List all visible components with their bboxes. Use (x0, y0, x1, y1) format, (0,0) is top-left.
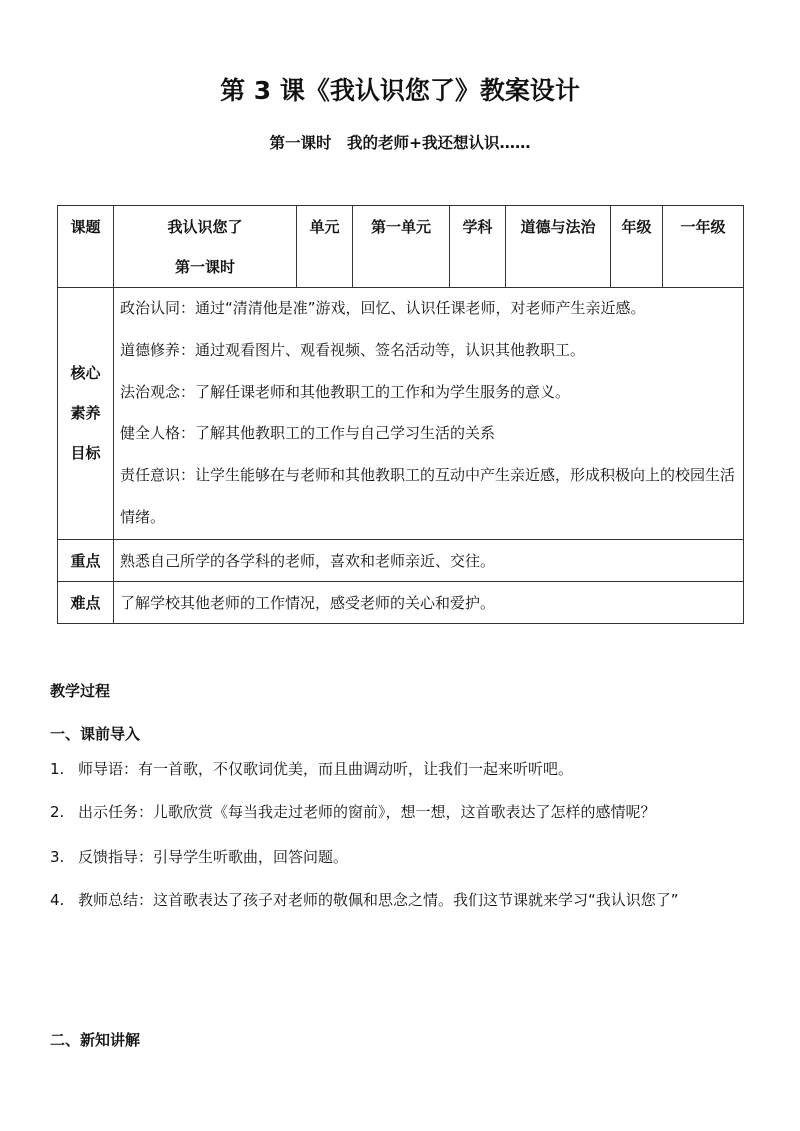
step-number: 4. (50, 891, 65, 909)
difficulty-text: 了解学校其他老师的工作情况，感受老师的关心和爱护。 (114, 581, 744, 623)
lesson-name: 我认识您了 (167, 218, 243, 236)
list-item (50, 836, 750, 879)
step-number: 2. (50, 803, 65, 821)
document-subtitle: 第一课时 我的老师+我还想认识…… (269, 134, 531, 152)
core-goal-item: 责任意识：让学生能够在与老师和其他教职工的互动中产生亲近感，形成积极向上的校园生活情绪。 (120, 466, 736, 526)
process-heading: 教学过程 (50, 682, 111, 700)
key-point-text: 熟悉自己所学的各学科的老师，喜欢和老师亲近、交往。 (114, 539, 744, 581)
lesson-info-table (57, 205, 744, 624)
list-item (50, 791, 750, 834)
list-item (50, 748, 750, 791)
section-2-heading: 二、新知讲解 (50, 1031, 141, 1049)
step-text: 出示任务：儿歌欣赏《每当我走过老师的窗前》，想一想，这首歌表达了怎样的感情呢？ (78, 803, 656, 821)
subject-label: 课题 (70, 218, 101, 236)
unit-value: 第一单元 (370, 218, 431, 236)
grade-value: 一年级 (680, 218, 726, 236)
step-text: 反馈指导：引导学生听歌曲，回答问题。 (78, 848, 349, 866)
lesson-period: 第一课时 (174, 258, 235, 276)
difficulty-row (58, 581, 744, 623)
difficulty-label: 难点 (58, 581, 114, 623)
core-goal-item: 政治认同：通过“清清他是准”游戏，回忆、认识任课老师，对老师产生亲近感。 (120, 299, 646, 317)
core-goal-item: 法治观念：了解任课老师和其他教职工的工作和为学生服务的意义。 (120, 382, 571, 401)
key-point-row (58, 539, 744, 581)
core-goals-content (114, 288, 744, 540)
core-goals-row (58, 288, 744, 540)
discipline-label: 学科 (462, 218, 493, 236)
key-point-label: 重点 (58, 539, 114, 581)
step-number: 3. (50, 848, 65, 866)
core-goals-label: 核心 素养 目标 (58, 288, 114, 540)
discipline-value: 道德与法治 (520, 218, 596, 236)
grade-label: 年级 (621, 218, 652, 236)
list-item (50, 879, 750, 922)
step-text: 教师总结：这首歌表达了孩子对老师的敬佩和思念之情。我们这节课就来学习“我认识您了” (78, 891, 679, 909)
section-1-heading: 一、课前导入 (50, 725, 141, 743)
table-header-row (58, 206, 744, 288)
step-number: 1. (50, 760, 65, 778)
step-text: 师导语：有一首歌，不仅歌词优美，而且曲调动听，让我们一起来听听吧。 (78, 760, 574, 778)
core-goal-item: 道德修养：通过观看图片、观看视频、签名活动等，认识其他教职工。 (120, 340, 586, 359)
core-goal-item: 健全人格：了解其他教职工的工作与自己学习生活的关系 (120, 424, 496, 443)
unit-label: 单元 (309, 218, 340, 236)
document-title: 第 3 课《我认识您了》教案设计 (220, 76, 580, 105)
